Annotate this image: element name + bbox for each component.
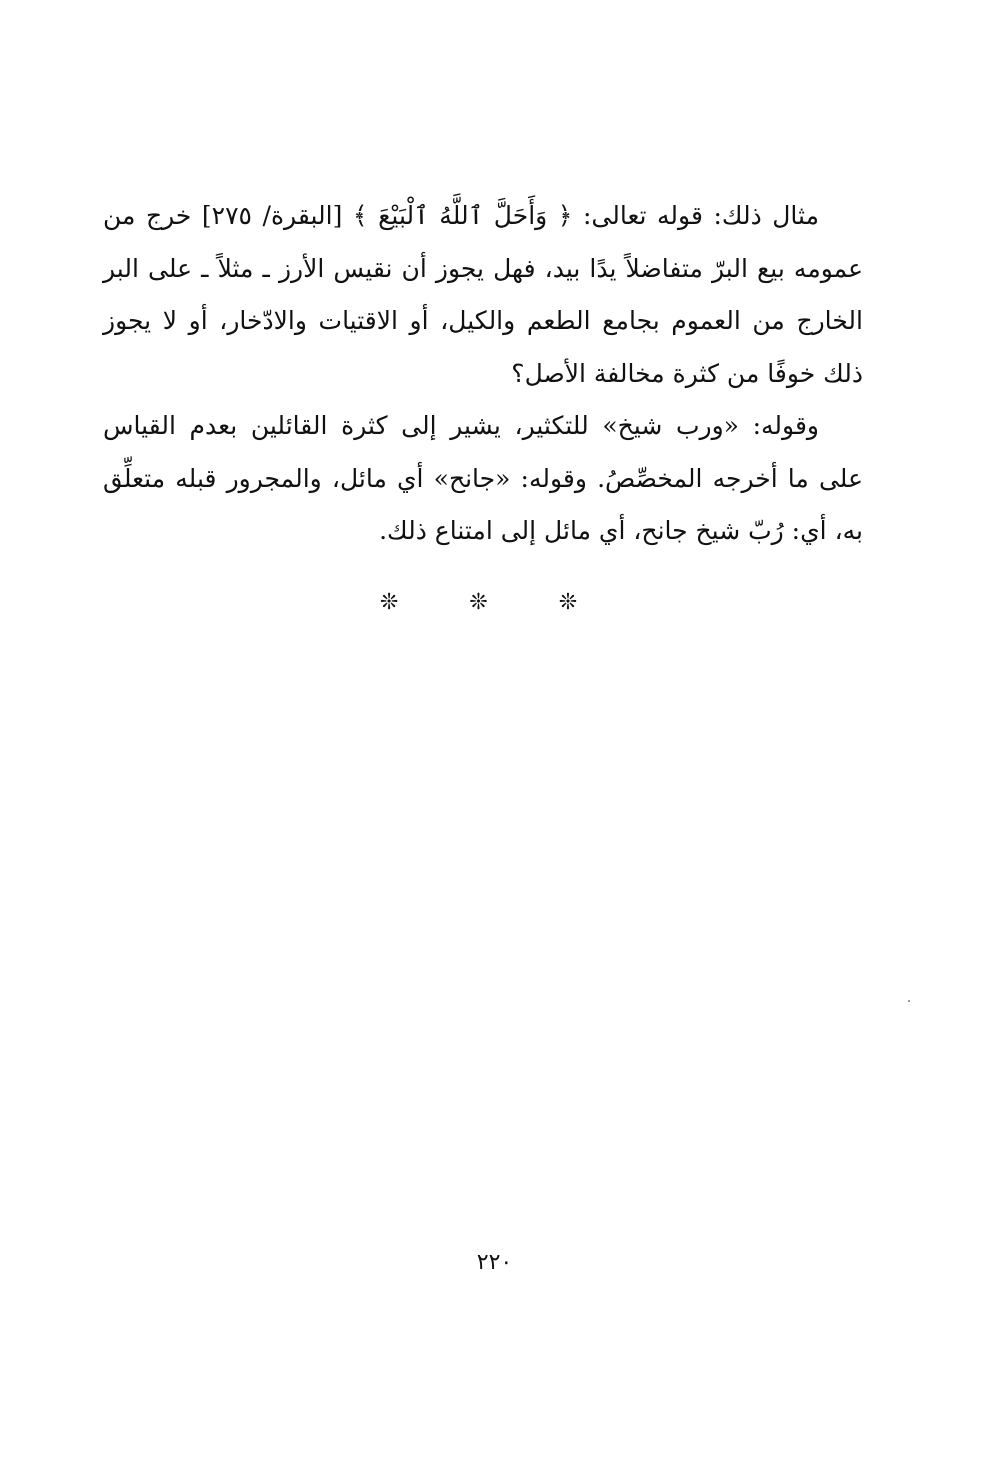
margin-mark [908, 1000, 910, 1002]
asterism-icon: ❊ [379, 590, 431, 615]
body-text [103, 190, 863, 558]
paragraph-1: مثال ذلك: قوله تعالى: ﴿ وَأَحَلَّ ٱللَّهُ ٱلْبَيْعَ ﴾ [البقرة/ ٢٧٥] خرج من عمومه بيع البرّ متفاضلاً يدًا بيد، فهل يجوز أن نقيس الأرز ـ مثلاً ـ على البر الخارج من العموم بجامع الطعم والكيل، أو الاقتيات والادّخار، أو لا يجوز ذلك خوفًا من كثرة مخالفة الأصل؟ [103, 201, 863, 388]
page-number: ٢٢٠ [476, 1250, 513, 1275]
asterism-icon: ❊ [558, 590, 610, 615]
paragraph-2: وقوله: «ورب شيخ» للتكثير، يشير إلى كثرة القائلين بعدم القياس على ما أخرجه المخصِّصُ. وقوله: «جانح» أي مائل، والمجرور قبله متعلِّق به، أي: رُبّ شيخ جانح، أي مائل إلى امتناع ذلك. [103, 411, 863, 545]
asterism-icon: ❊ [469, 590, 520, 615]
section-separator [0, 590, 989, 615]
